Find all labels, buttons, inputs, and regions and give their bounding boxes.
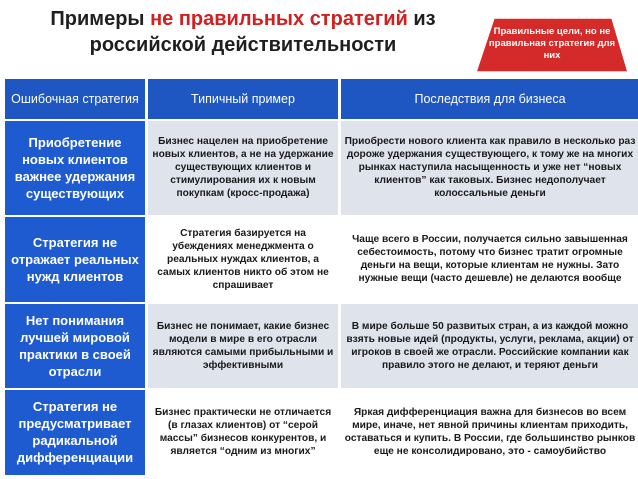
row-example: Стратегия базируется на убеждениях менеджмента о реальных нуждах клиентов, а самых клиентов никто об этом не спрашивает xyxy=(148,217,338,302)
title-highlight: не правильных стратегий xyxy=(150,8,408,30)
table-row xyxy=(5,217,638,302)
row-consequence: Яркая дифференциация важна для бизнесов во всем мире, иначе, нет явной причины клиентам приходить, оставаться и купить. В России, где большинство рынков еще не консолидировано, это - самоубийство xyxy=(341,390,638,475)
badge-text: Правильные цели, но не правильная стратегия для них xyxy=(488,26,616,61)
page-title xyxy=(8,6,478,58)
row-strategy: Стратегия не предусматривает радикальной дифференциации xyxy=(5,390,145,475)
row-example: Бизнес нацелен на приобретение новых клиентов, а не на удержание существующих клиентов и стимулирования их к новым покупкам (кросс-продажа) xyxy=(148,121,338,215)
table-row xyxy=(5,121,638,215)
row-strategy: Стратегия не отражает реальных нужд клиентов xyxy=(5,217,145,302)
row-example: Бизнес не понимает, какие бизнес модели в мире в его отрасли являются самыми прибыльными и эффективными xyxy=(148,304,338,387)
header-example: Типичный пример xyxy=(148,79,338,119)
table-row xyxy=(5,390,638,475)
row-consequence: Чаще всего в России, получается сильно завышенная себестоимость, потому что бизнес тратит огромные деньги на вещи, которые клиентам не нужны. Зато нужные вещи (часто дешевле) не делаются вообще xyxy=(341,217,638,302)
strategy-table xyxy=(2,77,638,477)
table-row xyxy=(5,304,638,387)
row-strategy: Приобретение новых клиентов важнее удержания существующих xyxy=(5,121,145,215)
title-part-1: Примеры xyxy=(50,8,151,30)
row-strategy: Нет понимания лучшей мировой практики в своей отрасли xyxy=(5,304,145,387)
row-consequence: В мире больше 50 развитых стран, а из каждой можно взять новые идей (продукты, услуги, реклама, акции) от игроков в своей же отрасли. Российские компании как правило этого не делают, и теряют деньги xyxy=(341,304,638,387)
row-example: Бизнес практически не отличается (в глазах клиентов) от “серой массы” бизнесов конкурентов, и является “одним из многих” xyxy=(148,390,338,475)
header-consequence: Последствия для бизнеса xyxy=(341,79,638,119)
callout-badge xyxy=(472,16,632,74)
header-strategy: Ошибочная стратегия xyxy=(5,79,145,119)
title-part-2: из российской действительности xyxy=(89,8,436,56)
row-consequence: Приобрести нового клиента как правило в несколько раз дороже удержания существующего, к тому же на многих рынках наступила насыщенность и уже нет “новых клиентов” как таковых. Бизнес недополучает колоссальные деньги xyxy=(341,121,638,215)
